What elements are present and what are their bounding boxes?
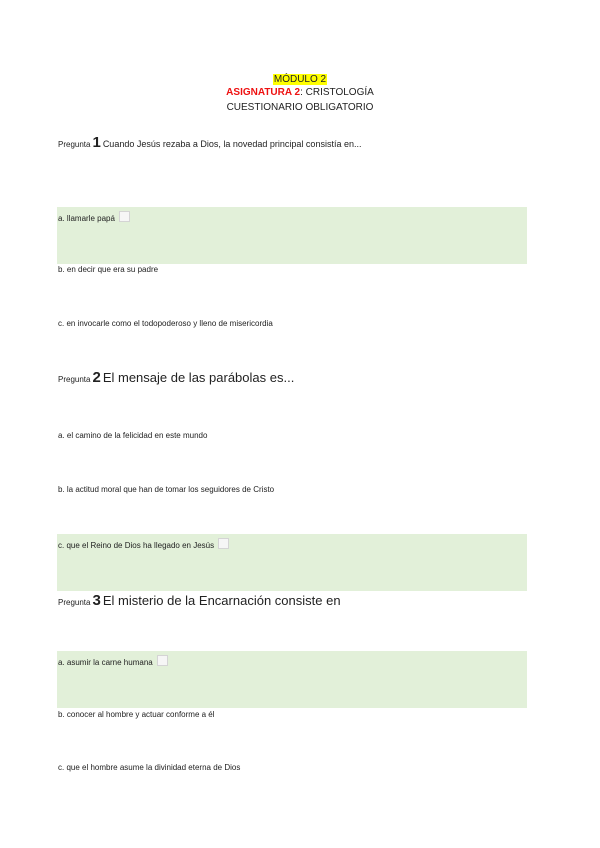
answer-option: c. que el hombre asume la divinidad eterna de Dios [58, 763, 241, 772]
subject-label: ASIGNATURA 2 [226, 87, 301, 98]
question-label: Pregunta [58, 375, 91, 384]
subject-name: : CRISTOLOGÍA [300, 87, 374, 98]
question-3 [58, 592, 341, 610]
correct-answer-row [57, 651, 527, 708]
answer-option [58, 655, 168, 667]
answer-checkbox[interactable] [157, 655, 168, 666]
answer-option: b. la actitud moral que han de tomar los seguidores de Cristo [58, 485, 275, 494]
page-subtitle: CUESTIONARIO OBLIGATORIO [226, 102, 374, 113]
answer-checkbox[interactable] [119, 211, 130, 222]
question-label: Pregunta [58, 598, 91, 607]
question-text: Cuando Jesús rezaba a Dios, la novedad principal consistía en... [102, 139, 362, 149]
question-number: 2 [92, 369, 101, 386]
answer-option-text: c. que el Reino de Dios ha llegado en Jesús [58, 541, 215, 550]
answer-option-text: a. asumir la carne humana [58, 658, 153, 667]
correct-answer-row [57, 534, 527, 591]
answer-option: b. conocer al hombre y actuar conforme a él [58, 710, 215, 719]
answer-checkbox[interactable] [218, 538, 229, 549]
question-label: Pregunta [58, 140, 91, 149]
question-number: 3 [92, 592, 101, 609]
answer-option [58, 538, 229, 550]
question-number: 1 [92, 134, 101, 151]
subject-line [0, 86, 600, 99]
question-text: El misterio de la Encarnación consiste en [102, 593, 341, 608]
answer-option: c. en invocarle como el todopoderoso y lleno de misericordia [58, 319, 273, 328]
answer-option [58, 211, 130, 223]
question-1 [58, 134, 361, 152]
module-title-text: MÓDULO 2 [273, 74, 327, 85]
module-title [0, 73, 600, 86]
question-2 [58, 369, 294, 387]
correct-answer-row [57, 207, 527, 264]
answer-option-text: a. llamarle papá [58, 214, 115, 223]
question-text: El mensaje de las parábolas es... [102, 370, 295, 385]
answer-option: b. en decir que era su padre [58, 265, 159, 274]
answer-option: a. el camino de la felicidad en este mundo [58, 431, 208, 440]
